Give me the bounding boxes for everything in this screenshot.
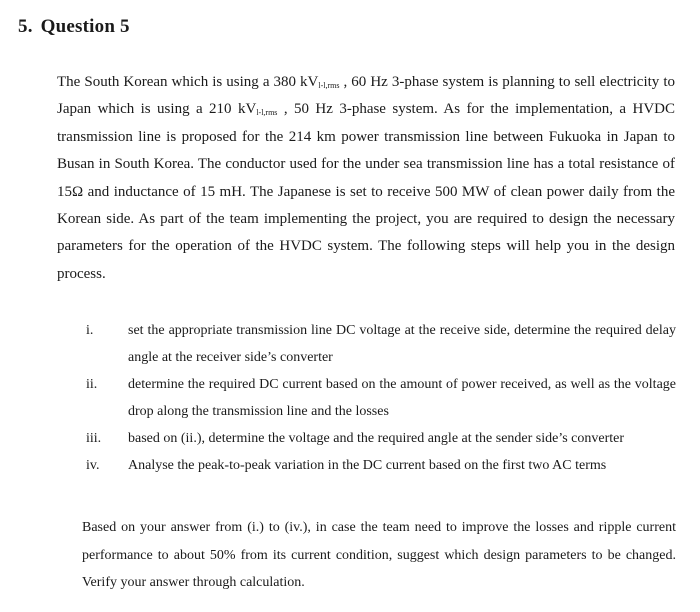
voltage-subscript-japan: l-l,rms xyxy=(256,108,278,118)
question-heading xyxy=(18,16,130,38)
intro-part-2: , 60 Hz 3-phase system is planning to sell electricity to Japan which is using a 210 kV xyxy=(57,74,675,118)
voltage-subscript-korea: l-l,rms xyxy=(318,81,340,90)
step-label: i. xyxy=(86,323,94,338)
design-steps-list xyxy=(86,317,676,479)
step-text: determine the required DC current based on the amount of power received, as well as the voltage drop along the transmission line and the losses xyxy=(128,377,676,419)
intro-part-3: , 50 Hz 3-phase system. As for the implementation, a HVDC transmission line is proposed for the 214 km power transmission line between Fukuoka in Japan to Busan in South Korea. The conductor used for the under sea transmission line has a total resistance of 15Ω and inductance of 15 mH. The Japanese is set to receive 500 MW of clean power daily from the Korean side. As part of the team implementing the project, you are required to design the necessary parameters for the operation of the HVDC system. The following steps will help you in the design process. xyxy=(57,101,676,282)
question-title: Question 5 xyxy=(40,16,130,37)
step-label: ii. xyxy=(86,377,98,392)
question-number: 5. xyxy=(18,16,33,37)
step-text: based on (ii.), determine the voltage and the required angle at the sender side’s converter xyxy=(128,431,625,446)
step-item xyxy=(86,317,676,371)
step-text: set the appropriate transmission line DC voltage at the receive side, determine the required delay angle at the receiver side’s converter xyxy=(128,323,676,365)
closing-instruction: Based on your answer from (i.) to (iv.), in case the team need to improve the losses and ripple current performance to about 50% from its current condition, suggest which design parameters to be changed. Verify your answer through calculation. xyxy=(82,520,676,590)
step-item xyxy=(86,452,676,479)
step-item xyxy=(86,425,676,452)
step-label: iv. xyxy=(86,458,100,473)
step-label: iii. xyxy=(86,431,102,446)
problem-statement xyxy=(57,69,675,288)
step-text: Analyse the peak-to-peak variation in the DC current based on the first two AC terms xyxy=(128,458,607,473)
intro-part-1: The South Korean which is using a 380 kV xyxy=(57,74,319,90)
step-item xyxy=(86,371,676,425)
